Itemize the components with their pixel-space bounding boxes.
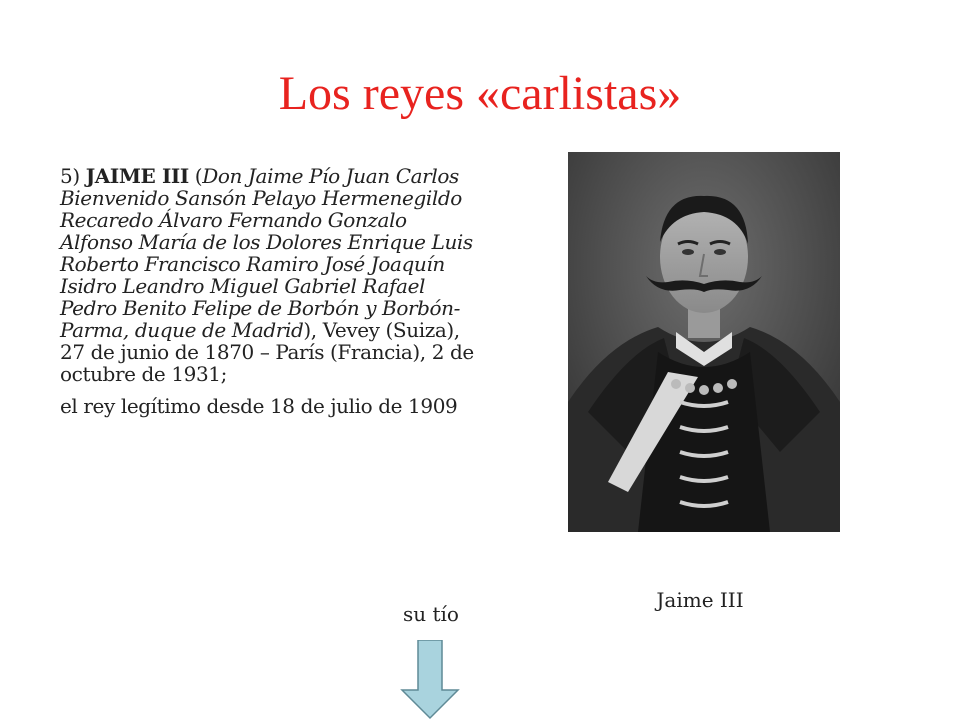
- open-paren: (: [188, 164, 203, 188]
- portrait-caption: Jaime III: [656, 588, 744, 612]
- paragraph-reign: el rey legítimo desde 18 de julio de 1909: [60, 394, 458, 418]
- portrait-illustration: [568, 152, 840, 532]
- body-text: [60, 165, 480, 427]
- biography-rest: ), Vevey (Suiza), 27 de junio de 1870 – París (Francia), 2 de octubre de 1931;: [60, 318, 474, 386]
- slide-title: Los reyes «carlistas»: [278, 67, 682, 120]
- paragraph-biography: [60, 165, 480, 385]
- portrait-photo: [568, 152, 840, 532]
- full-name: Don Jaime Pío Juan Carlos Bienvenido Sansón Pelayo Hermenegildo Recaredo Álvaro Fernando Gonzalo Alfonso María de los Dolores Enrique Luis Roberto Francisco Ramiro José Joaquín Isidro Leandro Miguel Gabriel Rafael Pedro Benito Felipe de Borbón y Borbón-Parma, duque de Madrid: [60, 164, 473, 342]
- king-name: JAIME III: [85, 164, 189, 188]
- item-number: 5): [60, 164, 86, 188]
- arrow-label: su tío: [403, 602, 459, 626]
- down-arrow-icon: [400, 640, 460, 720]
